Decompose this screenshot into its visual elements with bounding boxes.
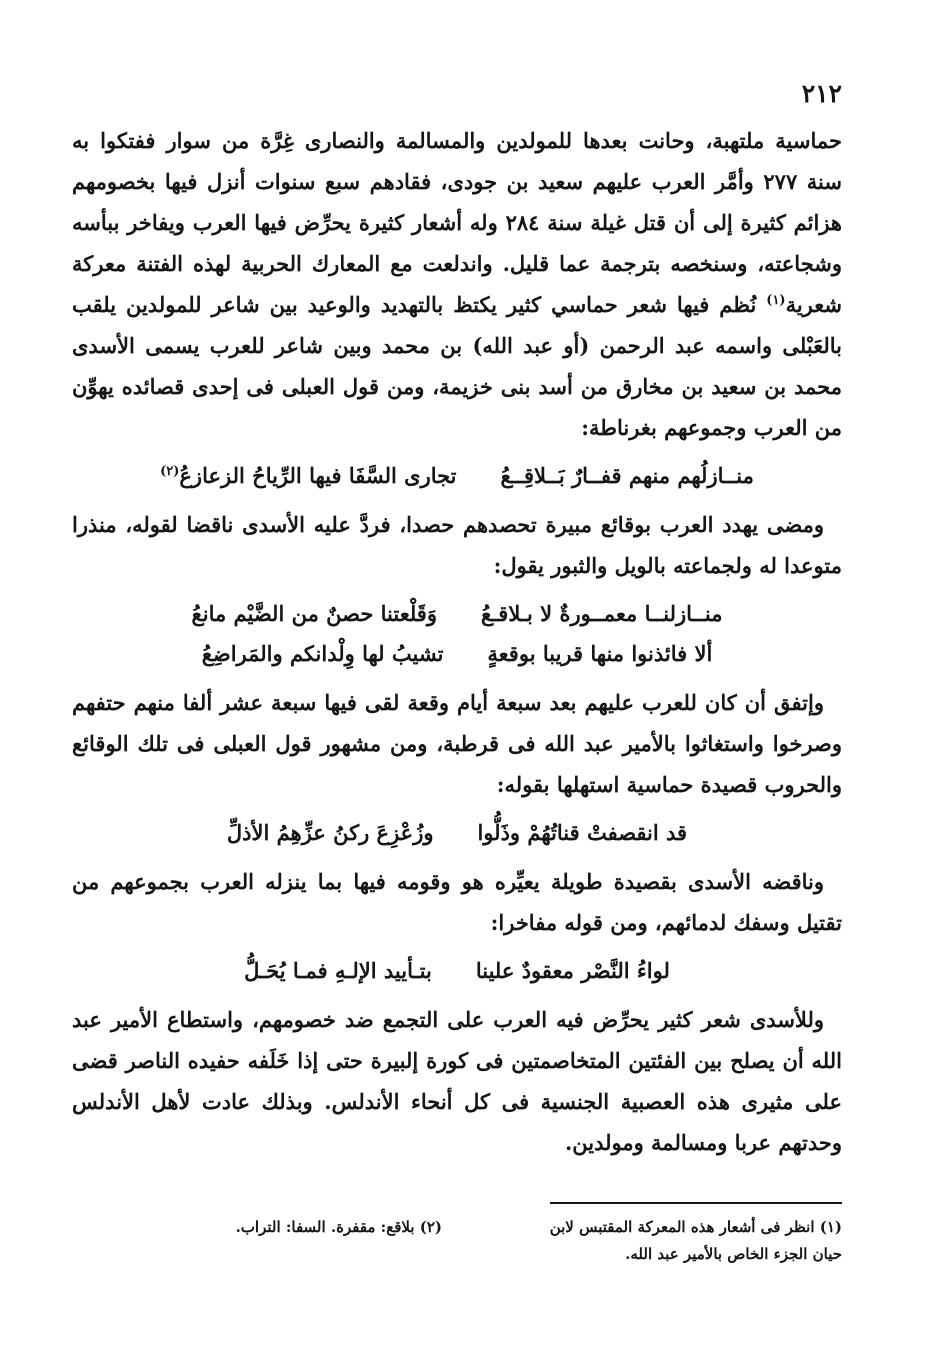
paragraph-5: وللأسدى شعر كثير يحرِّض فيه العرب على التجمع ضد خصومهم، واستطاع الأمير عبد الله أن يصلح بين الفئتين المتخاصمتين فى كورة إلبيرة حتى إذا خَلَفه حفيده الناصر قضى على مثيرى هذه العصبية الجنسية فى كل أنحاء الأندلس. وبذلك عادت لأهل الأندلس وحدتهم عربا ومسالمة ومولدين. xyxy=(72,1007,842,1155)
paragraph-1 xyxy=(72,120,842,448)
footnote-ref-1: (١) xyxy=(766,293,786,308)
verse-5-second-hemistich: بتـأييد الإلـهِ فمـا يُحَـلُّ xyxy=(244,958,432,983)
verse-5-first-hemistich: لواءُ النَّصْر معقودٌ علينا xyxy=(475,958,670,983)
verse-block-4 xyxy=(72,951,842,991)
verse-4-first-hemistich: قد انقصفتْ قناتُهُمْ وذَلُّوا xyxy=(477,820,688,845)
footnote-row-1 xyxy=(72,1214,842,1241)
footnote-1-line-2: حيان الجزء الخاص بالأمير عبد الله. xyxy=(625,1245,842,1263)
paragraph-1-text: حماسية ملتهبة، وحانت بعدها للمولدين والمسالمة والنصارى غِرَّة من سوار ففتكوا به سنة ٢٧٧ وأمَّر العرب عليهم سعيد بن جودى، فقادهم سبع سنوات أنزل فيها بخصومهم هزائم كثيرة إلى أن قتل غيلة سنة ٢٨٤ وله أشعار كثيرة يحرِّض فيها العرب ويفاخر ببأسه وشجاعته، وسنخصه بترجمة عما قليل. واندلعت مع المعارك الحربية لهذه الفتنة معركة شعرية xyxy=(72,128,842,317)
paragraph-4: وناقضه الأسدى بقصيدة طويلة يعيِّره هو وقومه فيها بما ينزله العرب بجموعهم من تقتيل وسفك لدمائهم، ومن قوله مفاخرا: xyxy=(72,869,842,935)
verse-3-second-hemistich: تشيبُ لها وِلْدانكم والمَراضِعُ xyxy=(201,641,444,666)
footnote-2: (٢) بلاقع: مقفرة. السفا: التراب. xyxy=(235,1218,442,1236)
verse-block-2 xyxy=(72,594,842,674)
verse-3-first-hemistich: ألا فائذنوا منها قريبا بوقعةٍ xyxy=(487,641,713,666)
verse-line-3 xyxy=(72,634,842,674)
verse-block-3 xyxy=(72,813,842,853)
body-text xyxy=(72,120,842,1163)
footnote-row-2 xyxy=(72,1241,842,1268)
verse-line-1 xyxy=(72,456,842,496)
verse-line-2 xyxy=(72,594,842,634)
verse-1-second-hemistich-text: تجارى السَّفَا فيها الرِّياحُ الزعازعُ xyxy=(179,463,457,488)
footnotes xyxy=(72,1214,842,1268)
verse-2-second-hemistich: وَقَلْعتنا حصنٌ من الضَّيْم مانعُ xyxy=(191,601,437,626)
verse-1-first-hemistich: منــازلُهم منهم قفــارٌ بَــلاقِــعُ xyxy=(500,463,754,488)
paragraph-2: ومضى يهدد العرب بوقائع مبيرة تحصدهم حصدا، فردَّ عليه الأسدى ناقضا لقوله، منذرا متوعدا له ولجماعته بالويل والثبور يقول: xyxy=(72,512,842,578)
verse-line-4 xyxy=(72,813,842,853)
page-number: ٢١٢ xyxy=(801,79,842,108)
footnote-1-line-1: (١) انظر فى أشعار هذه المعركة المقتبس لابن xyxy=(549,1218,842,1236)
verse-line-5 xyxy=(72,951,842,991)
paragraph-1-continuation: نُظم فيها شعر حماسي كثير يكتظ بالتهديد والوعيد بين شاعر للمولدين يلقب بالعَبْلى واسمه عبد الرحمن (أو عبد الله) بن محمد وبين شاعر للعرب يسمى الأسدى محمد بن سعيد بن مخارق من أسد بنى خزيمة، ومن قول العبلى فى إحدى قصائده يهوِّن من العرب وجموعهم بغرناطة: xyxy=(72,292,842,440)
footnote-divider xyxy=(550,1202,842,1204)
footnote-ref-2: (٢) xyxy=(160,464,180,479)
book-page xyxy=(72,78,842,1338)
verse-1-second-hemistich xyxy=(160,456,456,496)
paragraph-3: وإتفق أن كان للعرب عليهم بعد سبعة أيام وقعة لقى فيها سبعة عشر ألفا منهم حتفهم وصرخوا واستغاثوا بالأمير عبد الله فى قرطبة، ومن مشهور قول العبلى فى تلك الوقائع والحروب قصيدة حماسية استهلها بقوله: xyxy=(72,690,842,797)
verse-4-second-hemistich: وزُعْزِعَ ركنُ عزِّهِمُ الأذلِّ xyxy=(226,820,434,845)
verse-2-first-hemistich: منــازلنــا معمــورةٌ لا بـلاقـعُ xyxy=(480,601,723,626)
verse-block-1 xyxy=(72,456,842,496)
